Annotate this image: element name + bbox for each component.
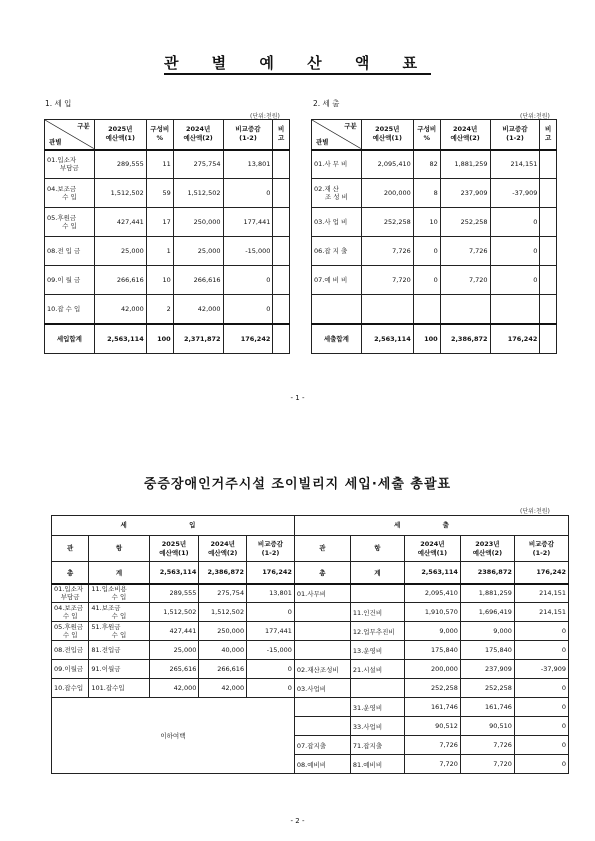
income-2025: 25,000 — [149, 641, 199, 660]
expense-name — [312, 150, 362, 179]
row-name-line1: 01.사 무 비 — [314, 160, 348, 169]
income-name — [45, 179, 95, 208]
income-2024: 275,754 — [173, 150, 223, 179]
expense-y1: 1,910,570 — [404, 603, 460, 622]
row-name-line1: 01.입소자 — [47, 156, 77, 165]
income-name — [45, 237, 95, 266]
income-header-diff: 비교증감 (1-2) — [223, 120, 273, 150]
income-diff: 0 — [223, 179, 273, 208]
income-hang-line1: 81.전입금 — [91, 646, 121, 654]
expense-y2: 252,258 — [460, 679, 514, 698]
income-total-ratio: 100 — [146, 324, 173, 354]
income-row — [45, 295, 290, 324]
income-hang — [89, 603, 149, 622]
income-hang — [89, 584, 149, 603]
hdr-expense-y1: 2024년 예산액(1) — [404, 536, 460, 562]
income-gwan — [52, 641, 89, 660]
row-name-line1: 06.잡 지 출 — [314, 247, 348, 255]
income-hang-line1: 11.입소비용 — [91, 585, 127, 594]
expense-2024: 252,258 — [440, 208, 490, 237]
total-income-2024: 2,386,872 — [199, 562, 247, 584]
expense-diff: 0 — [514, 641, 568, 660]
page2-title: 중증장애인거주시설 조이빌리지 세입·세출 총괄표 — [143, 477, 452, 492]
expense-2025: 2,095,410 — [361, 150, 413, 179]
expense-gwan: 07.잡지출 — [294, 736, 350, 755]
expense-ratio: 10 — [413, 208, 440, 237]
income-hang-line1: 41.보조금 — [91, 604, 121, 612]
expense-header-gubun: 구분 관별 — [312, 120, 362, 150]
expense-header-row — [312, 120, 557, 150]
expense-diff: -37,909 — [490, 179, 540, 208]
expense-header-2024: 2024년 예산액(2) — [440, 120, 490, 150]
expense-hang — [350, 584, 404, 603]
expense-gwan — [294, 622, 350, 641]
income-diff: 0 — [247, 603, 295, 622]
income-total-2025: 2,563,114 — [94, 324, 146, 354]
expense-y1: 175,840 — [404, 641, 460, 660]
income-2025: 25,000 — [94, 237, 146, 266]
expense-2025: 200,000 — [361, 179, 413, 208]
income-hang — [89, 622, 149, 641]
income-total-label: 세입합계 — [45, 324, 95, 354]
overall-col-header-row — [52, 536, 569, 562]
expense-2024: 1,881,259 — [440, 150, 490, 179]
income-note — [273, 179, 290, 208]
expense-note — [540, 179, 557, 208]
hdr-expense-y2: 2023년 예산액(2) — [460, 536, 514, 562]
expense-hang — [350, 679, 404, 698]
income-hang-line1: 101.잡수입 — [91, 684, 125, 692]
income-diff: 0 — [223, 266, 273, 295]
hdr-expense-diff: 비교증감 (1-2) — [514, 536, 568, 562]
income-header-ratio: 구성비 % — [146, 120, 173, 150]
expense-diff: 214,151 — [514, 584, 568, 603]
income-2025: 427,441 — [94, 208, 146, 237]
page1-number: - 1 - — [290, 394, 305, 402]
income-header-row — [45, 120, 290, 150]
income-2025: 265,616 — [149, 660, 199, 679]
expense-diff: 0 — [514, 622, 568, 641]
income-unit: (단위:천원) — [250, 113, 280, 120]
income-gwan-line2: 부담금 — [60, 593, 80, 602]
income-row — [45, 208, 290, 237]
overall-row — [52, 698, 569, 717]
income-2024: 1,512,502 — [173, 179, 223, 208]
expense-gwan — [294, 603, 350, 622]
expense-y1: 7,726 — [404, 736, 460, 755]
income-ratio: 11 — [146, 150, 173, 179]
income-row — [45, 237, 290, 266]
expense-diff: 0 — [490, 237, 540, 266]
row-name-line1: 10.잡 수 입 — [47, 304, 81, 313]
page1-title: 관 별 예 산 액 표 — [0, 52, 595, 73]
expense-header-note: 비 고 — [540, 120, 557, 150]
overall-row — [52, 641, 569, 660]
expense-gwan: 03.사업비 — [294, 679, 350, 698]
expense-diff — [490, 295, 540, 324]
income-gwan-line1: 04.보조금 — [54, 604, 84, 612]
income-2025: 1,512,502 — [94, 179, 146, 208]
expense-hang: 71.잡지출 — [350, 736, 404, 755]
income-diff: 0 — [223, 295, 273, 324]
income-hang-line2: 수 입 — [111, 631, 127, 639]
expense-2024: 7,726 — [440, 237, 490, 266]
expense-name — [312, 179, 362, 208]
expense-note — [540, 150, 557, 179]
income-diff: 13,801 — [223, 150, 273, 179]
income-gwan — [52, 660, 89, 679]
overall-expense-head: 세 출 — [294, 516, 568, 536]
total-income-2025: 2,563,114 — [149, 562, 199, 584]
income-note — [273, 150, 290, 179]
expense-row — [312, 295, 557, 324]
expense-header-2025: 2025년 예산액(1) — [361, 120, 413, 150]
income-2024: 266,616 — [199, 660, 247, 679]
income-gwan-line2: 수 입 — [62, 631, 78, 639]
income-2025: 42,000 — [149, 679, 199, 698]
expense-ratio: 0 — [413, 237, 440, 266]
total-label-left: 총 — [52, 562, 89, 584]
expense-total-ratio: 100 — [413, 324, 440, 354]
income-2025: 427,441 — [149, 622, 199, 641]
expense-hang: 11.인건비 — [350, 603, 404, 622]
expense-total-diff: 176,242 — [490, 324, 540, 354]
overall-row — [52, 660, 569, 679]
row-name-line1: 03.사 업 비 — [314, 218, 348, 226]
income-note — [273, 295, 290, 324]
expense-header-diff: 비교증감 (1-2) — [490, 120, 540, 150]
row-name-line2: 수 입 — [62, 222, 77, 230]
expense-hang: 13.운영비 — [350, 641, 404, 660]
expense-y2: 1,696,419 — [460, 603, 514, 622]
expense-y2: 161,746 — [460, 698, 514, 717]
income-gwan — [52, 622, 89, 641]
expense-diff: 0 — [490, 208, 540, 237]
expense-diff: 214,151 — [514, 603, 568, 622]
expense-diff: 0 — [514, 736, 568, 755]
hdr-expense-hang: 항 — [350, 536, 404, 562]
income-diff: 0 — [247, 660, 295, 679]
page2-number: - 2 - — [290, 817, 305, 825]
row-name-line2: 부담금 — [59, 164, 79, 173]
income-diff: 13,801 — [247, 584, 295, 603]
total-income-diff: 176,242 — [247, 562, 295, 584]
expense-row — [312, 150, 557, 179]
income-diff: 177,441 — [247, 622, 295, 641]
expense-2025: 252,258 — [361, 208, 413, 237]
expense-hang: 33.사업비 — [350, 717, 404, 736]
expense-y1: 252,258 — [404, 679, 460, 698]
income-total-row — [45, 324, 290, 354]
income-hang-line1: 51.후원금 — [91, 623, 121, 631]
row-name-line2: 조 성 비 — [324, 193, 348, 201]
total-expense-label-left: 총 — [294, 562, 350, 584]
expense-y1: 2,095,410 — [404, 584, 460, 603]
overall-head-row — [52, 516, 569, 536]
income-ratio: 17 — [146, 208, 173, 237]
income-2024: 40,000 — [199, 641, 247, 660]
income-header-2024: 2024년 예산액(2) — [173, 120, 223, 150]
total-label-right: 계 — [89, 562, 149, 584]
hdr-income-hang: 항 — [89, 536, 149, 562]
row-name-line1: 02.재 산 — [314, 185, 339, 193]
expense-y2: 7,720 — [460, 755, 514, 774]
row-name-line1: 07.예 비 비 — [314, 276, 348, 284]
expense-2024: 237,909 — [440, 179, 490, 208]
expense-gwan — [294, 717, 350, 736]
income-2025: 289,555 — [94, 150, 146, 179]
expense-gwan: 08.예비비 — [294, 755, 350, 774]
income-2024: 266,616 — [173, 266, 223, 295]
expense-gwan — [294, 641, 350, 660]
expense-row — [312, 266, 557, 295]
expense-y2: 9,000 — [460, 622, 514, 641]
income-diff: 177,441 — [223, 208, 273, 237]
expense-2024: 7,720 — [440, 266, 490, 295]
row-name-line1: 04.보조금 — [47, 185, 77, 193]
expense-y1: 90,512 — [404, 717, 460, 736]
income-gwan — [52, 679, 89, 698]
expense-row — [312, 179, 557, 208]
income-ratio: 1 — [146, 237, 173, 266]
expense-2025 — [361, 295, 413, 324]
income-hang — [89, 641, 149, 660]
expense-diff: 0 — [490, 266, 540, 295]
hdr-expense-gwan: 관 — [294, 536, 350, 562]
expense-diff: 0 — [514, 755, 568, 774]
row-name-line1: 05.후원금 — [47, 214, 77, 222]
expense-hang: 21.시설비 — [350, 660, 404, 679]
income-ratio: 59 — [146, 179, 173, 208]
income-2025: 1,512,502 — [149, 603, 199, 622]
income-gwan — [52, 584, 89, 603]
expense-total-note — [540, 324, 557, 354]
expense-gwan: 01.사무비 — [294, 584, 350, 603]
expense-ratio: 0 — [413, 266, 440, 295]
expense-hang: 31.운영비 — [350, 698, 404, 717]
expense-2025: 7,726 — [361, 237, 413, 266]
expense-diff: 0 — [514, 717, 568, 736]
overall-row — [52, 603, 569, 622]
income-2024: 250,000 — [173, 208, 223, 237]
income-2024: 25,000 — [173, 237, 223, 266]
income-gwan-line1: 09.이월금 — [54, 665, 84, 673]
total-expense-diff: 176,242 — [514, 562, 568, 584]
expense-note — [540, 295, 557, 324]
overall-row — [52, 622, 569, 641]
income-diff: -15,000 — [247, 641, 295, 660]
income-name — [45, 266, 95, 295]
expense-2024 — [440, 295, 490, 324]
overall-summary-table — [51, 515, 569, 774]
income-2025: 266,616 — [94, 266, 146, 295]
expense-diff: 0 — [514, 698, 568, 717]
expense-total-label: 세출합계 — [312, 324, 362, 354]
income-header-note: 비 고 — [273, 120, 290, 150]
income-ratio: 2 — [146, 295, 173, 324]
row-name-line2: 수 입 — [62, 193, 77, 201]
expense-header-ratio: 구성비 % — [413, 120, 440, 150]
income-summary-table — [44, 119, 290, 354]
overall-row — [52, 679, 569, 698]
expense-y1: 161,746 — [404, 698, 460, 717]
income-note — [273, 237, 290, 266]
expense-gwan — [294, 698, 350, 717]
expense-y2: 90,510 — [460, 717, 514, 736]
income-row — [45, 150, 290, 179]
expense-name — [312, 266, 362, 295]
page2-unit: (단위:천원) — [520, 508, 550, 515]
income-gwan-line2: 수 입 — [62, 612, 78, 620]
expense-hang: 81.예비비 — [350, 755, 404, 774]
expense-total-2024: 2,386,872 — [440, 324, 490, 354]
income-2024: 275,754 — [199, 584, 247, 603]
income-diff: -15,000 — [223, 237, 273, 266]
income-name — [45, 208, 95, 237]
total-expense-y2: 2386,872 — [460, 562, 514, 584]
income-hang-line1: 91.이월금 — [91, 665, 121, 673]
expense-note — [540, 266, 557, 295]
expense-diff: 214,151 — [490, 150, 540, 179]
income-gwan-line1: 01.입소자 — [54, 585, 84, 594]
income-total-diff: 176,242 — [223, 324, 273, 354]
overall-income-head: 세 입 — [52, 516, 295, 536]
income-diff: 0 — [247, 679, 295, 698]
expense-gwan: 02.재산조성비 — [294, 660, 350, 679]
income-hang-line2: 수 입 — [111, 593, 127, 602]
income-hang-line2: 수 입 — [111, 612, 127, 620]
income-gwan-line1: 05.후원금 — [54, 623, 84, 631]
expense-section-label: 2. 세 출 — [313, 99, 340, 108]
income-2024: 250,000 — [199, 622, 247, 641]
income-hang — [89, 679, 149, 698]
income-total-note — [273, 324, 290, 354]
overall-row — [52, 584, 569, 603]
income-header-gubun: 구분 관별 — [45, 120, 95, 150]
income-2024: 42,000 — [173, 295, 223, 324]
expense-name — [312, 208, 362, 237]
expense-y2: 1,881,259 — [460, 584, 514, 603]
expense-y1: 7,720 — [404, 755, 460, 774]
expense-y1: 9,000 — [404, 622, 460, 641]
income-note — [273, 266, 290, 295]
expense-diff: -37,909 — [514, 660, 568, 679]
income-name — [45, 150, 95, 179]
expense-name — [312, 237, 362, 266]
expense-unit: (단위:천원) — [520, 113, 550, 120]
expense-row — [312, 208, 557, 237]
income-2025: 42,000 — [94, 295, 146, 324]
expense-total-row — [312, 324, 557, 354]
income-total-2024: 2,371,872 — [173, 324, 223, 354]
expense-diff: 0 — [514, 679, 568, 698]
income-note — [273, 208, 290, 237]
income-ratio: 10 — [146, 266, 173, 295]
expense-name — [312, 295, 362, 324]
expense-2025: 7,720 — [361, 266, 413, 295]
expense-ratio: 8 — [413, 179, 440, 208]
row-name-line1: 08.전 입 금 — [47, 247, 81, 255]
expense-ratio — [413, 295, 440, 324]
income-2025: 289,555 — [149, 584, 199, 603]
income-2024: 42,000 — [199, 679, 247, 698]
blank-area-label: 이하여백 — [52, 698, 295, 774]
expense-row — [312, 237, 557, 266]
expense-hang: 12.업무추진비 — [350, 622, 404, 641]
income-header-2025: 2025년 예산액(1) — [94, 120, 146, 150]
hdr-income-diff: 비교증감 (1-2) — [247, 536, 295, 562]
total-expense-y1: 2,563,114 — [404, 562, 460, 584]
expense-summary-table — [311, 119, 557, 354]
income-section-label: 1. 세 입 — [45, 99, 72, 108]
expense-y2: 175,840 — [460, 641, 514, 660]
income-gwan-line1: 08.전입금 — [54, 646, 84, 654]
income-hang — [89, 660, 149, 679]
hdr-income-2024: 2024년 예산액(2) — [199, 536, 247, 562]
expense-ratio: 82 — [413, 150, 440, 179]
hdr-income-gwan: 관 — [52, 536, 89, 562]
income-2024: 1,512,502 — [199, 603, 247, 622]
expense-note — [540, 237, 557, 266]
income-row — [45, 266, 290, 295]
hdr-income-2025: 2025년 예산액(1) — [149, 536, 199, 562]
income-name — [45, 295, 95, 324]
expense-total-2025: 2,563,114 — [361, 324, 413, 354]
expense-note — [540, 208, 557, 237]
expense-y2: 7,726 — [460, 736, 514, 755]
income-gwan — [52, 603, 89, 622]
income-row — [45, 179, 290, 208]
row-name-line1: 09.이 월 금 — [47, 276, 81, 284]
expense-y1: 200,000 — [404, 660, 460, 679]
expense-y2: 237,909 — [460, 660, 514, 679]
income-gwan-line1: 10.잡수입 — [54, 684, 84, 692]
overall-total-row — [52, 562, 569, 584]
total-expense-label-right: 계 — [350, 562, 404, 584]
